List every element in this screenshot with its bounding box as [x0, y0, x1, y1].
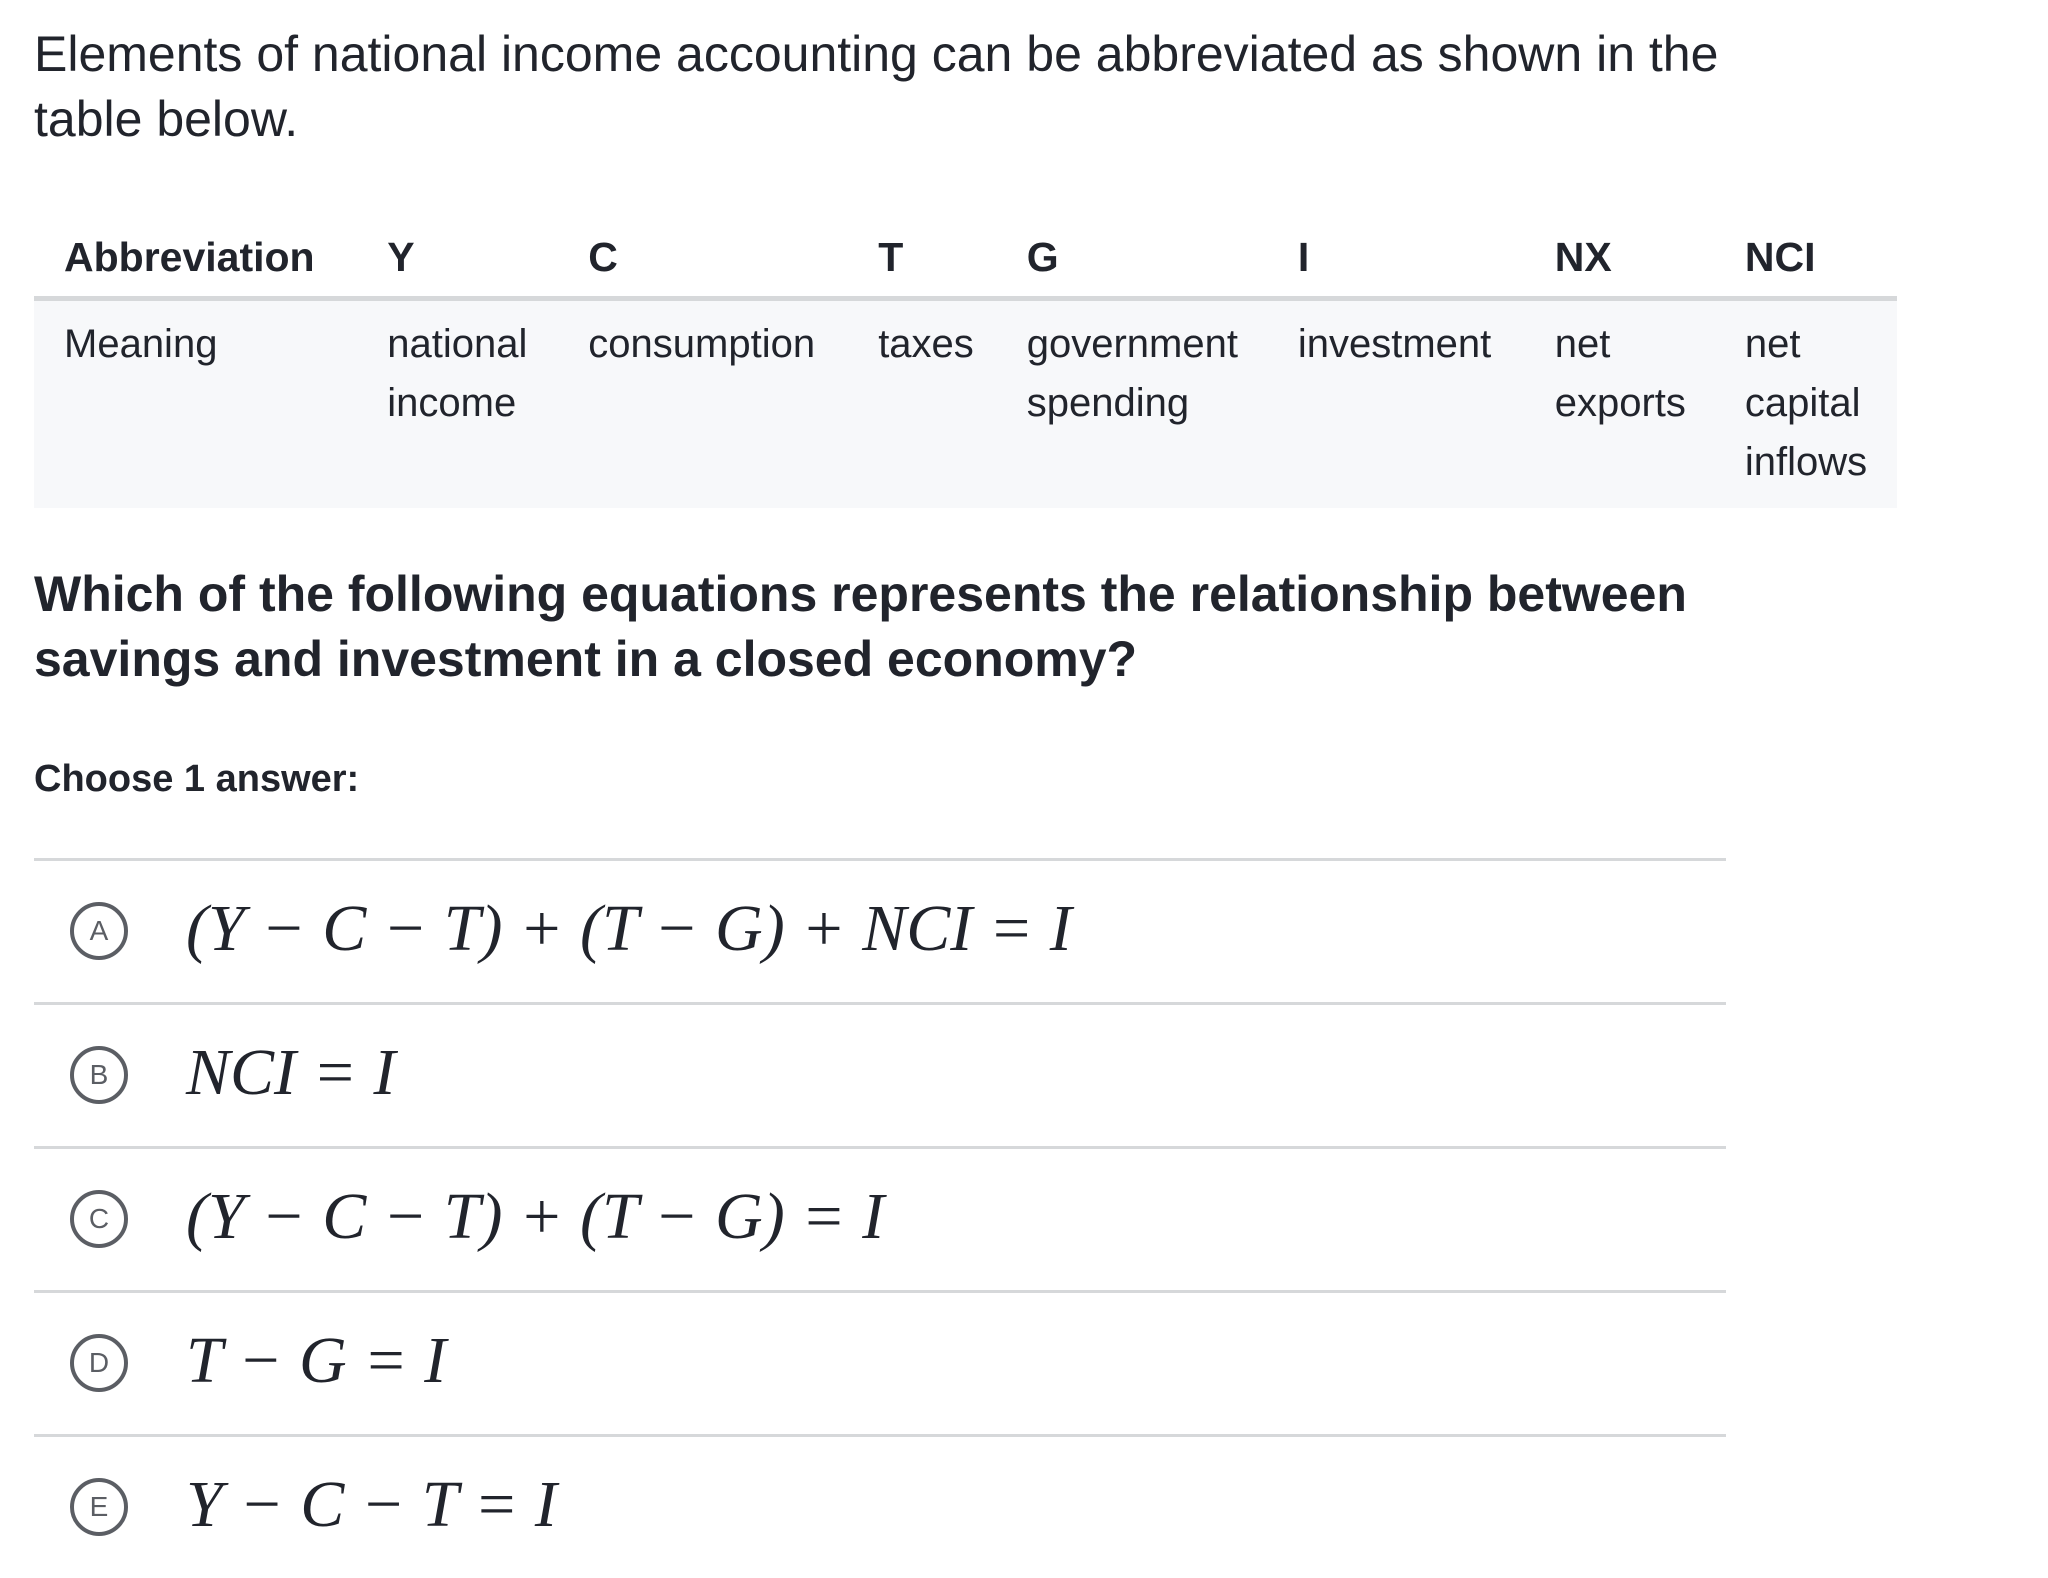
choice-e-radio[interactable]: E [70, 1478, 128, 1536]
choice-a-radio[interactable]: A [70, 902, 128, 960]
table-header-t: T [878, 218, 1027, 299]
table-header-abbreviation: Abbreviation [34, 218, 387, 299]
table-row [34, 299, 1897, 509]
exercise-page [34, 0, 2014, 1541]
table-header-nci: NCI [1745, 218, 1897, 299]
table-header-i: I [1298, 218, 1555, 299]
choice-c[interactable] [34, 1149, 1726, 1293]
table-cell-net-capital-inflows: net capital inflows [1745, 299, 1897, 509]
abbreviation-table [34, 218, 1897, 508]
choice-e[interactable] [34, 1437, 1726, 1578]
table-cell-government-spending: government spending [1027, 299, 1298, 509]
choice-c-equation: (Y − C − T) + (T − G) = I [186, 1180, 885, 1253]
answer-choices [34, 858, 1726, 1578]
table-cell-meaning: Meaning [34, 299, 387, 509]
table-cell-net-exports: net exports [1555, 299, 1745, 509]
table-header-c: C [588, 218, 878, 299]
table-cell-national-income: national income [387, 299, 588, 509]
question-text: Which of the following equations represents the relationship between savings and investment in a closed economy? [34, 566, 1687, 687]
choice-a-equation: (Y − C − T) + (T − G) + NCI = I [186, 892, 1072, 965]
table-cell-investment: investment [1298, 299, 1555, 509]
choice-a[interactable] [34, 861, 1726, 1005]
table-header-y: Y [387, 218, 588, 299]
choice-b[interactable] [34, 1005, 1726, 1149]
table-header-nx: NX [1555, 218, 1745, 299]
choice-e-equation: Y − C − T = I [186, 1468, 557, 1541]
table-cell-taxes: taxes [878, 299, 1027, 509]
table-cell-consumption: consumption [588, 299, 878, 509]
choice-d-equation: T − G = I [186, 1324, 447, 1397]
choice-c-radio[interactable]: C [70, 1190, 128, 1248]
table-header-row [34, 218, 1897, 299]
choice-b-equation: NCI = I [186, 1036, 396, 1109]
intro-text: Elements of national income accounting can be abbreviated as shown in the table below. [34, 26, 1719, 147]
choice-d[interactable] [34, 1293, 1726, 1437]
choice-b-radio[interactable]: B [70, 1046, 128, 1104]
choice-d-radio[interactable]: D [70, 1334, 128, 1392]
table-header-g: G [1027, 218, 1298, 299]
choose-label: Choose 1 answer: [34, 758, 360, 800]
